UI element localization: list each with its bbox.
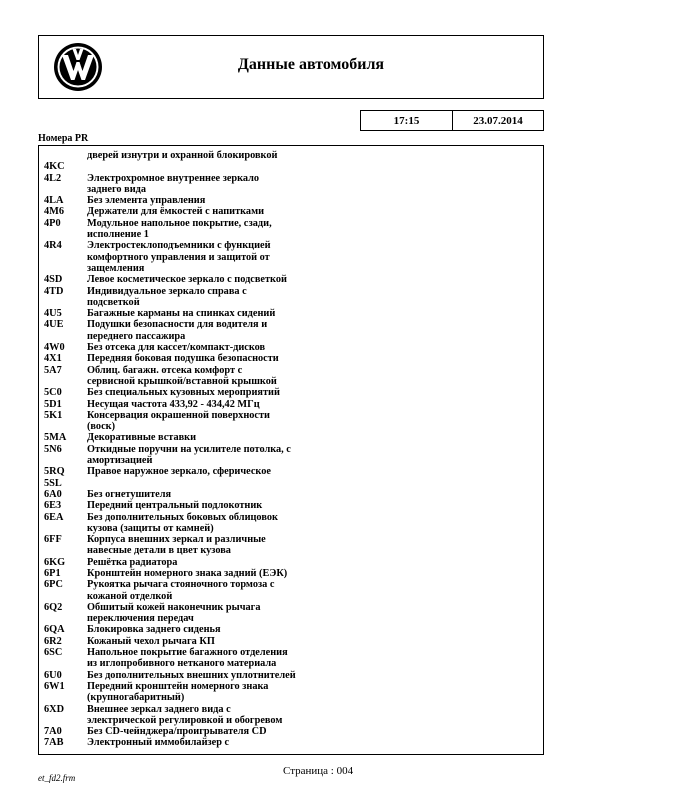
list-item (39, 421, 543, 432)
pr-description (87, 161, 312, 172)
pr-description: Несущая частота 433,92 - 434,42 МГц (87, 398, 260, 410)
pr-description: подсветкой (87, 296, 140, 308)
list-item (39, 263, 543, 274)
list-item (39, 297, 543, 308)
pr-code (39, 229, 87, 240)
pr-description: (крупногабаритный) (87, 692, 185, 704)
pr-code: 6XD (44, 703, 65, 715)
pr-code: 6W1 (44, 680, 65, 692)
list-item (39, 737, 543, 748)
list-item (39, 545, 543, 556)
pr-description: Решётка радиатора (87, 556, 178, 568)
time-value: 17:15 (361, 111, 453, 130)
pr-description: Напольное покрытие багажного отделения (87, 647, 288, 659)
pr-description: комфортного управления и защитой от (87, 251, 270, 263)
list-item (39, 195, 543, 206)
page-title: Данные автомобиля (237, 56, 385, 73)
pr-description: электрической регулировкой и обогревом (87, 714, 283, 726)
list-item (39, 568, 543, 579)
pr-description: дверей изнутри и охранной блокировкой (87, 150, 278, 161)
pr-code: 5SL (44, 477, 62, 489)
pr-list (38, 145, 544, 755)
pr-code: 4X1 (44, 353, 62, 365)
pr-code: 6R2 (44, 635, 62, 647)
pr-description: заднего вида (87, 183, 146, 195)
pr-code: 4UE (44, 319, 64, 331)
list-item (39, 410, 543, 421)
pr-code: 4M6 (44, 206, 65, 218)
pr-code: 6PC (44, 579, 63, 591)
pr-code: 4U5 (44, 308, 62, 320)
pr-code (39, 331, 87, 342)
pr-description: Индивидуальное зеркало справа с (87, 285, 247, 297)
pr-code: 7A0 (44, 726, 62, 738)
pr-code: 4R4 (44, 240, 62, 252)
list-item (39, 376, 543, 387)
pr-code: 6P1 (44, 567, 61, 579)
list-item (39, 218, 543, 229)
list-item (39, 308, 543, 319)
list-item (39, 466, 543, 477)
list-item (39, 206, 543, 217)
pr-description: Кожаный чехол рычага КП (87, 635, 215, 647)
pr-code: 4KC (44, 161, 65, 173)
pr-description: Держатели для ёмкостей с напитками (87, 206, 265, 218)
pr-description: Корпуса внешних зеркал и различные (87, 534, 266, 546)
pr-code (39, 184, 87, 195)
pr-description: Без огнетушителя (87, 488, 172, 500)
list-item (39, 399, 543, 410)
pr-code (39, 455, 87, 466)
pr-description: Без специальных кузовных мероприятий (87, 387, 280, 399)
pr-code (39, 263, 87, 274)
list-item (39, 161, 543, 172)
pr-description: Консервация окрашенной поверхности (87, 409, 270, 421)
pr-rows (39, 150, 543, 749)
list-item (39, 591, 543, 602)
pr-description: Передняя боковая подушка безопасности (87, 353, 279, 365)
pr-description: из иглопробивного нетканого материала (87, 658, 277, 670)
pr-description: Без элемента управления (87, 195, 206, 207)
pr-description: Передний центральный подлокотник (87, 500, 263, 512)
pr-code: 6SC (44, 647, 63, 659)
pr-code: 5C0 (44, 387, 62, 399)
pr-code (39, 376, 87, 387)
list-item (39, 387, 543, 398)
pr-code (39, 692, 87, 703)
pr-description: Без CD-чейнджера/проигрывателя CD (87, 726, 267, 738)
list-item (39, 624, 543, 635)
pr-description: (воск) (87, 421, 115, 433)
list-item (39, 726, 543, 737)
pr-code: 6E3 (44, 500, 62, 512)
pr-code: 4L2 (44, 172, 62, 184)
pr-code: 6EA (44, 511, 64, 523)
list-item (39, 704, 543, 715)
list-item (39, 319, 543, 330)
list-item (39, 240, 543, 251)
pr-description: Декоративные вставки (87, 432, 197, 444)
list-item (39, 670, 543, 681)
pr-code: 6U0 (44, 669, 62, 681)
list-item (39, 173, 543, 184)
pr-code: 6QA (44, 624, 65, 636)
list-item (39, 534, 543, 545)
date-value: 23.07.2014 (473, 114, 523, 127)
pr-code: 7AB (44, 737, 64, 749)
pr-code: 5N6 (44, 443, 62, 455)
list-item (39, 444, 543, 455)
list-item (39, 432, 543, 443)
pr-description: сервисной крышкой/вставной крышкой (87, 375, 277, 387)
pr-code: 4TD (44, 285, 64, 297)
pr-description: навесные детали в цвет кузова (87, 545, 231, 557)
pr-code (39, 591, 87, 602)
form-name: et_fd2.frm (38, 773, 76, 783)
pr-code (39, 297, 87, 308)
pr-description: Багажные карманы на спинках сидений (87, 308, 276, 320)
pr-code: 6Q2 (44, 601, 63, 613)
pr-description: Электростеклоподъемники с функцией (87, 240, 271, 252)
pr-code (39, 421, 87, 432)
pr-code: 4SD (44, 274, 63, 286)
list-item (39, 489, 543, 500)
pr-code (39, 545, 87, 556)
pr-description: защемления (87, 262, 145, 274)
list-item (39, 331, 543, 342)
pr-code: 6A0 (44, 488, 62, 500)
list-item (39, 715, 543, 726)
pr-description: Электронный иммобилайзер с (87, 737, 230, 749)
pr-description: амортизацией (87, 455, 153, 467)
pr-description: Кронштейн номерного знака задний (ЕЭК) (87, 567, 288, 579)
pr-description: Подушки безопасности для водителя и (87, 319, 268, 331)
list-item (39, 286, 543, 297)
list-item (39, 692, 543, 703)
pr-code: 5K1 (44, 409, 63, 421)
section-label: Номера PR (38, 133, 89, 144)
list-item (39, 150, 543, 161)
pr-description: исполнение 1 (87, 229, 149, 241)
pr-description: переднего пассажира (87, 330, 186, 342)
list-item (39, 478, 543, 489)
pr-code (39, 523, 87, 534)
pr-code: 4P0 (44, 217, 61, 229)
list-item (39, 647, 543, 658)
pr-description (87, 478, 312, 489)
pr-description: Рукоятка рычага стояночного тормоза с (87, 579, 275, 591)
pr-description: Модульное напольное покрытие, сзади, (87, 217, 272, 229)
pr-code: 6FF (44, 534, 62, 546)
pr-description: Внешнее зеркал заднего вида с (87, 703, 231, 715)
list-item (39, 512, 543, 523)
page-number: Страница : 004 (283, 765, 354, 777)
list-item (39, 636, 543, 647)
pr-description: Откидные поручни на усилителе потолка, с (87, 443, 291, 455)
header-box (38, 35, 544, 99)
list-item (39, 579, 543, 590)
pr-code: 5A7 (44, 364, 62, 376)
list-item (39, 342, 543, 353)
list-item (39, 365, 543, 376)
list-item (39, 229, 543, 240)
pr-description: Передний кронштейн номерного знака (87, 680, 269, 692)
pr-code (39, 715, 87, 726)
meta-box (360, 110, 544, 131)
pr-description: переключения передач (87, 613, 194, 625)
pr-code: 5D1 (44, 398, 62, 410)
list-item (39, 602, 543, 613)
list-item (39, 500, 543, 511)
pr-description: Блокировка заднего сиденья (87, 624, 221, 636)
pr-code (39, 252, 87, 263)
list-item (39, 353, 543, 364)
pr-description: Облиц. багажн. отсека комфорт с (87, 364, 243, 376)
pr-code: 4LA (44, 195, 64, 207)
pr-description: кузова (защиты от камней) (87, 522, 214, 534)
pr-description: Левое косметическое зеркало с подсветкой (87, 274, 287, 286)
pr-code: 4W0 (44, 342, 65, 354)
pr-description: Без отсека для кассет/компакт-дисков (87, 342, 266, 354)
pr-code: 5RQ (44, 466, 65, 478)
pr-description: Электрохромное внутреннее зеркало (87, 172, 260, 184)
list-item (39, 252, 543, 263)
list-item (39, 274, 543, 285)
list-item (39, 523, 543, 534)
pr-code: 6KG (44, 556, 66, 568)
list-item (39, 455, 543, 466)
list-item (39, 557, 543, 568)
pr-code: 5MA (44, 432, 67, 444)
list-item (39, 613, 543, 624)
pr-description: кожаной отделкой (87, 590, 173, 602)
pr-description: Обшитый кожей наконечник рычага (87, 601, 261, 613)
list-item (39, 681, 543, 692)
list-item (39, 658, 543, 669)
list-item (39, 184, 543, 195)
pr-code (39, 658, 87, 669)
pr-description: Правое наружное зеркало, сферическое (87, 466, 271, 478)
pr-code (39, 613, 87, 624)
pr-code (39, 150, 87, 161)
pr-description: Без дополнительных боковых облицовок (87, 511, 278, 523)
pr-description: Без дополнительных внешних уплотнителей (87, 669, 296, 681)
